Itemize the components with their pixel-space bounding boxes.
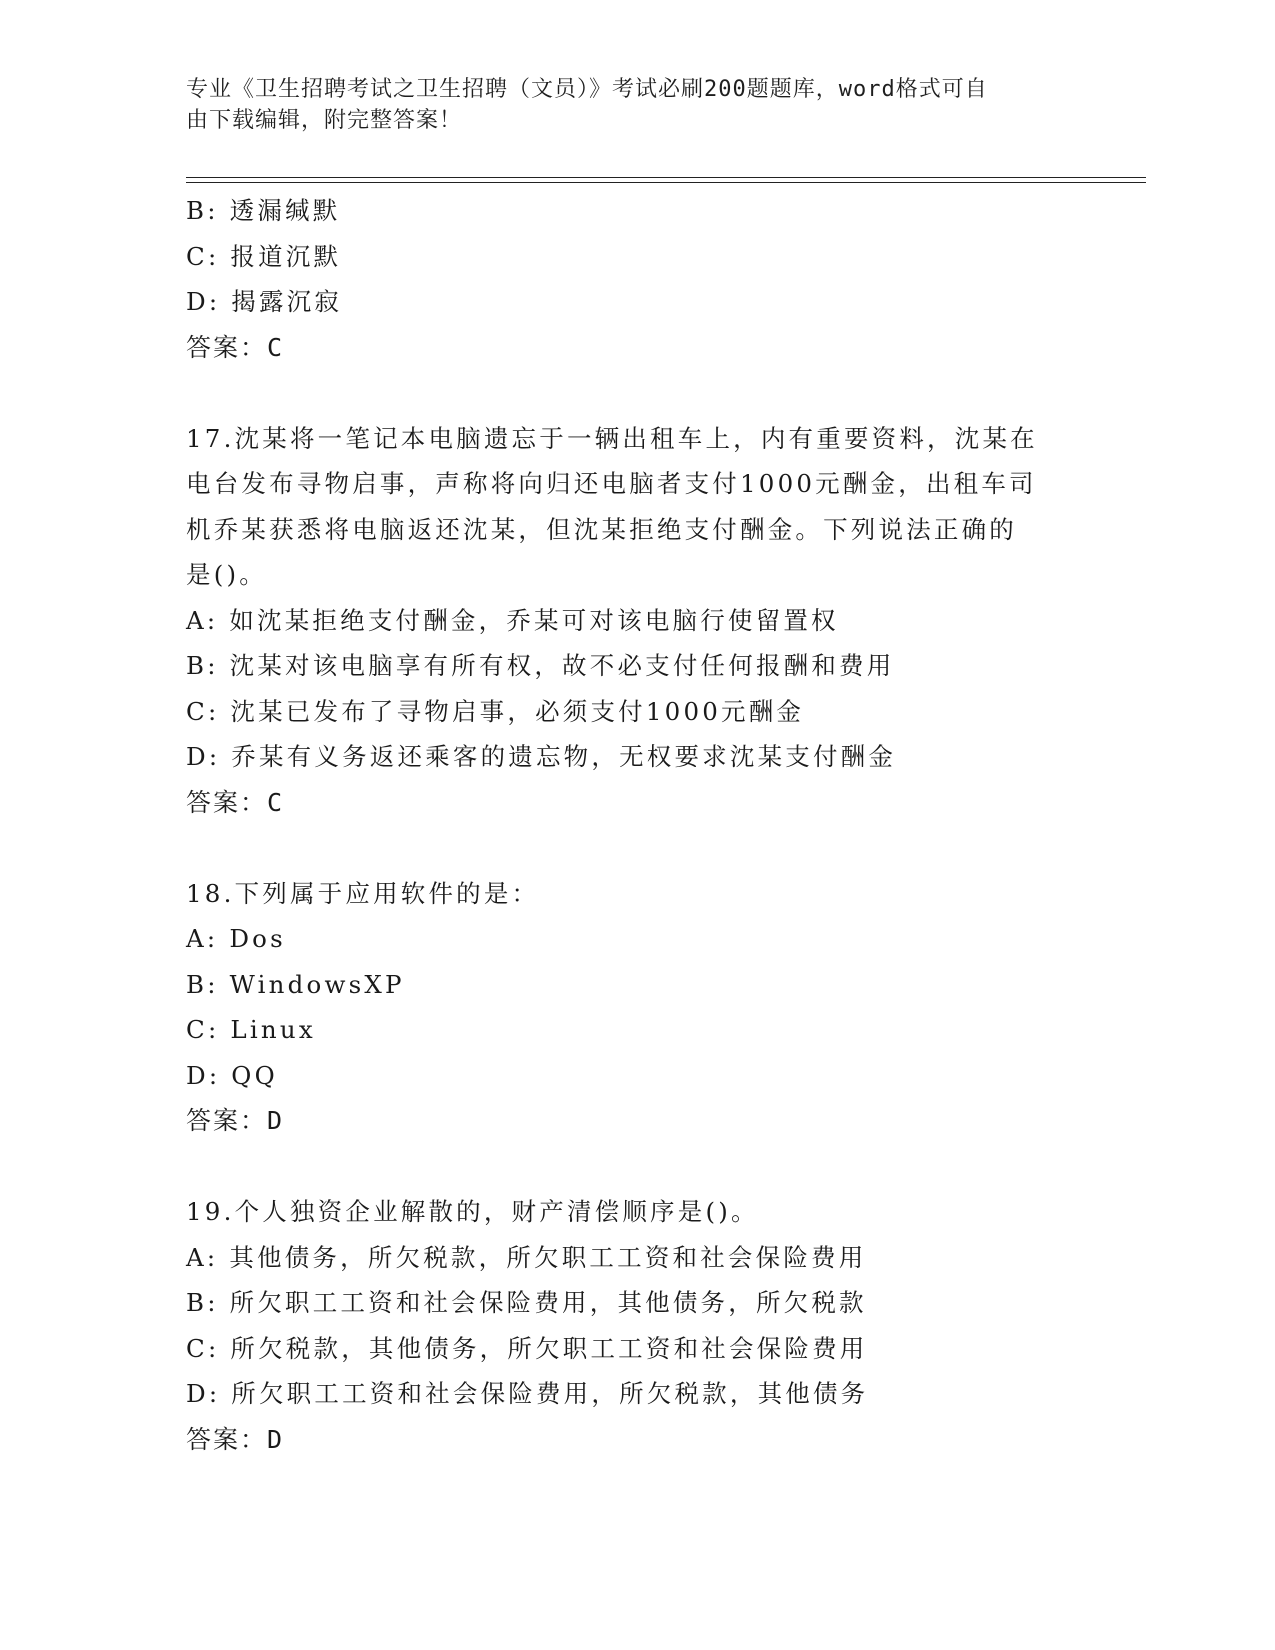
question-16 xyxy=(186,188,1086,370)
question-18 xyxy=(186,871,1086,1144)
question-stem-line: 是()。 xyxy=(186,560,267,589)
option-a: A: 其他债务，所欠税款，所欠职工工资和社会保险费用 xyxy=(186,1242,867,1272)
header-line-1: 专业《卫生招聘考试之卫生招聘（文员）》考试必刷200题题库，word格式可自 xyxy=(186,77,988,102)
header-divider-bottom xyxy=(186,182,1146,183)
option-c: C: 报道沉默 xyxy=(186,241,342,271)
answer: 答案：D xyxy=(186,1424,285,1454)
question-stem-line: 电台发布寻物启事，声称将向归还电脑者支付1000元酬金，出租车司 xyxy=(186,469,1037,498)
spacer xyxy=(186,1144,1086,1190)
option-a: A: 如沈某拒绝支付酬金，乔某可对该电脑行使留置权 xyxy=(186,605,839,635)
option-d: D: 所欠职工工资和社会保险费用，所欠税款，其他债务 xyxy=(186,1379,869,1408)
question-17 xyxy=(186,416,1086,826)
option-b: B: 沈某对该电脑享有所有权，故不必支付任何报酬和费用 xyxy=(186,651,895,680)
question-list xyxy=(186,188,1086,1462)
option-c: C: 所欠税款，其他债务，所欠职工工资和社会保险费用 xyxy=(186,1333,868,1363)
option-c: C: Linux xyxy=(186,1015,316,1044)
document-header xyxy=(186,74,1066,136)
option-d: D: QQ xyxy=(186,1060,278,1090)
option-a: A: Dos xyxy=(186,924,286,953)
question-stem: 19.个人独资企业解散的，财产清偿顺序是()。 xyxy=(186,1197,759,1226)
header-divider-top xyxy=(186,177,1146,178)
option-d: D: 乔某有义务返还乘客的遗忘物，无权要求沈某支付酬金 xyxy=(186,742,897,771)
answer: 答案：C xyxy=(186,787,285,817)
question-19 xyxy=(186,1189,1086,1462)
question-stem: 18.下列属于应用软件的是： xyxy=(186,878,540,908)
option-b: B: 透漏缄默 xyxy=(186,196,341,225)
option-b: B: 所欠职工工资和社会保险费用，其他债务，所欠税款 xyxy=(186,1288,867,1317)
question-stem-line: 17.沈某将一笔记本电脑遗忘于一辆出租车上，内有重要资料，沈某在 xyxy=(186,423,1038,453)
option-b: B: WindowsXP xyxy=(186,969,405,999)
option-c: C: 沈某已发布了寻物启事，必须支付1000元酬金 xyxy=(186,696,805,726)
question-stem-line: 机乔某获悉将电脑返还沈某，但沈某拒绝支付酬金。下列说法正确的 xyxy=(186,514,1017,544)
answer: 答案：D xyxy=(186,1106,285,1135)
spacer xyxy=(186,825,1086,871)
option-d: D: 揭露沉寂 xyxy=(186,287,343,316)
answer: 答案：C xyxy=(186,332,285,362)
header-line-2: 由下载编辑，附完整答案！ xyxy=(186,108,463,133)
spacer xyxy=(186,370,1086,416)
